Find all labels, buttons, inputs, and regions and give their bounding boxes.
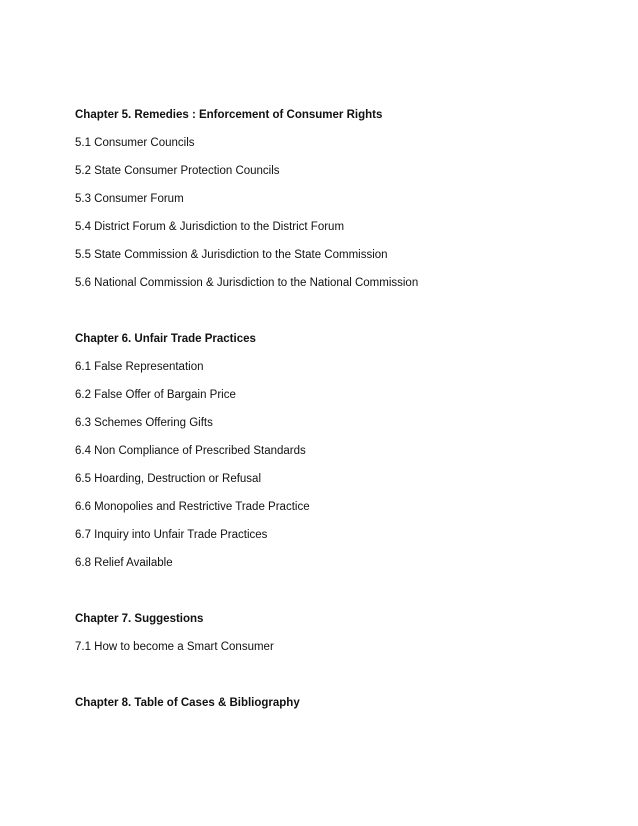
chapter-title: Chapter 5. Remedies : Enforcement of Consumer Rights [75,109,383,121]
section-item: 7.1 How to become a Smart Consumer [75,641,274,653]
section-item: 6.5 Hoarding, Destruction or Refusal [75,473,262,485]
section-item: 6.2 False Offer of Bargain Price [75,389,236,401]
document-page [75,101,615,717]
section-item: 6.8 Relief Available [75,557,173,569]
chapter-title: Chapter 8. Table of Cases & Bibliography [75,697,300,709]
section-item: 6.6 Monopolies and Restrictive Trade Practice [75,501,310,513]
section-item: 5.6 National Commission & Jurisdiction to the National Commission [75,277,419,289]
chapter-5 [75,101,615,297]
section-item: 6.4 Non Compliance of Prescribed Standards [75,445,306,457]
section-item: 5.5 State Commission & Jurisdiction to the State Commission [75,249,388,261]
section-item: 6.7 Inquiry into Unfair Trade Practices [75,529,268,541]
section-item: 6.3 Schemes Offering Gifts [75,417,213,429]
chapter-7 [75,605,615,661]
section-item: 5.3 Consumer Forum [75,193,184,205]
chapter-title: Chapter 6. Unfair Trade Practices [75,333,256,345]
chapter-6 [75,325,615,577]
section-item: 6.1 False Representation [75,361,204,373]
chapter-title: Chapter 7. Suggestions [75,613,204,625]
chapter-8 [75,689,615,717]
section-item: 5.4 District Forum & Jurisdiction to the District Forum [75,221,345,233]
section-item: 5.2 State Consumer Protection Councils [75,165,280,177]
section-item: 5.1 Consumer Councils [75,137,195,149]
